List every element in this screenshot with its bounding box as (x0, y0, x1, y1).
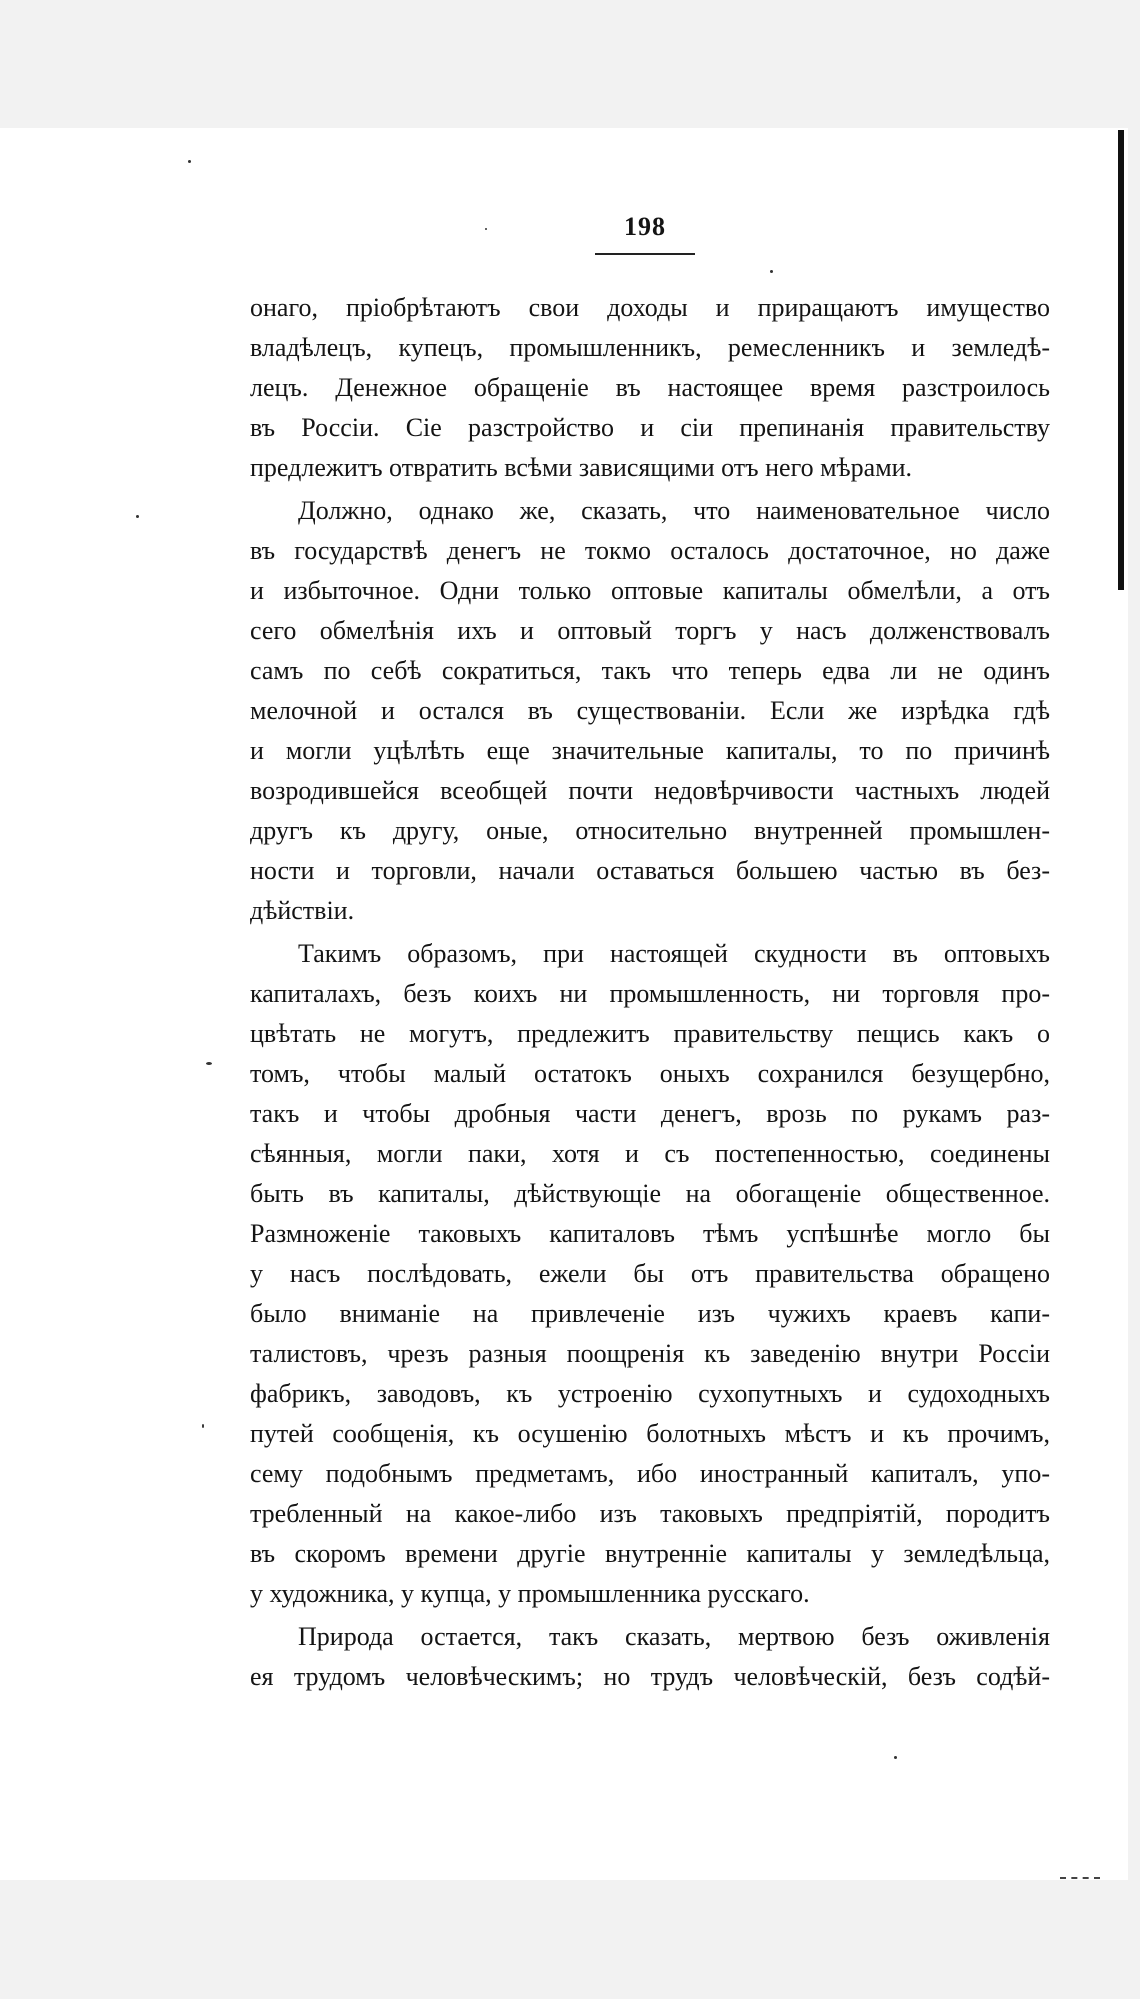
paragraph (250, 1617, 1050, 1697)
scan-speck (202, 1424, 204, 1428)
scan-speck (136, 515, 139, 518)
text-line: талистовъ, чрезъ разныя поощренія къ заведенію внутри Россіи (250, 1339, 1050, 1368)
text-line: другъ къ другу, оные, относительно внутренней промышлен- (250, 816, 1050, 845)
scan-speck (485, 228, 487, 230)
text-line: Должно, однако же, сказать, что наименовательное число (298, 496, 1050, 525)
text-line: онаго, пріобрѣтаютъ свои доходы и приращаютъ имущество (250, 293, 1050, 322)
text-line: возродившейся всеобщей почти недовѣрчивости частныхъ людей (250, 776, 1050, 805)
scan-speck (206, 1062, 212, 1065)
text-line: путей сообщенія, къ осушенію болотныхъ мѣстъ и къ прочимъ, (250, 1419, 1050, 1448)
text-line: у насъ послѣдовать, ежели бы отъ правительства обращено (250, 1259, 1050, 1288)
text-line: Такимъ образомъ, при настоящей скудности въ оптовыхъ (298, 939, 1050, 968)
page-number: 198 (624, 212, 666, 241)
text-line: и избыточное. Одни только оптовые капиталы обмелѣли, а отъ (250, 576, 1050, 605)
text-line: въ скоромъ времени другіе внутренніе капиталы у земледѣльца, (250, 1539, 1050, 1568)
scan-speck (894, 1756, 897, 1759)
text-line: предлежитъ отвратить всѣми зависящими отъ него мѣрами. (250, 453, 913, 482)
scan-footer-marks (1060, 1877, 1100, 1881)
body-text (250, 288, 1050, 1697)
scan-speck (770, 270, 773, 273)
text-line: цвѣтать не могутъ, предлежитъ правительству пещись какъ о (250, 1019, 1050, 1048)
text-line: въ Россіи. Сіе разстройство и сіи препинанія правительству (250, 413, 1050, 442)
text-line: томъ, чтобы малый остатокъ оныхъ сохранился безущербно, (250, 1059, 1050, 1088)
text-line: такъ и чтобы дробныя части денегъ, врозь по рукамъ раз- (250, 1099, 1050, 1128)
text-line: самъ по себѣ сократиться, такъ что теперь едва ли не одинъ (250, 656, 1050, 685)
text-line: въ государствѣ денегъ не токмо осталось достаточное, но даже (250, 536, 1050, 565)
text-line: Природа остается, такъ сказать, мертвою безъ оживленія (298, 1622, 1050, 1651)
text-line: лецъ. Денежное обращеніе въ настоящее время разстроилось (250, 373, 1050, 402)
text-line: фабрикъ, заводовъ, къ устроенію сухопутныхъ и судоходныхъ (250, 1379, 1050, 1408)
text-line: быть въ капиталы, дѣйствующіе на обогащеніе общественное. (250, 1179, 1050, 1208)
scan-speck (188, 160, 191, 163)
text-line: мелочной и остался въ существованіи. Если же изрѣдка гдѣ (250, 696, 1050, 725)
text-line: у художника, у купца, у промышленника русскаго. (250, 1579, 810, 1608)
text-line: сѣянныя, могли паки, хотя и съ постепенностью, соединены (250, 1139, 1050, 1168)
text-line: владѣлецъ, купецъ, промышленникъ, ремесленникъ и земледѣ- (250, 333, 1050, 362)
paragraph (250, 288, 1050, 488)
page-number-rule (595, 253, 695, 255)
text-line: сего обмелѣнія ихъ и оптовый торгъ у насъ долженствовалъ (250, 616, 1050, 645)
paragraph (250, 491, 1050, 931)
text-line: ея трудомъ человѣческимъ; но трудъ человѣческій, безъ содѣй- (250, 1662, 1050, 1691)
text-line: и могли уцѣлѣть еще значительные капиталы, то по причинѣ (250, 736, 1050, 765)
text-line: было вниманіе на привлеченіе изъ чужихъ краевъ капи- (250, 1299, 1050, 1328)
text-line: Размноженіе таковыхъ капиталовъ тѣмъ успѣшнѣе могло бы (250, 1219, 1050, 1248)
paragraph (250, 934, 1050, 1614)
scan-edge-shadow (1118, 130, 1124, 590)
text-line: сему подобнымъ предметамъ, ибо иностранный капиталъ, упо- (250, 1459, 1050, 1488)
text-line: капиталахъ, безъ коихъ ни промышленность, ни торговля про- (250, 979, 1050, 1008)
text-line: ности и торговли, начали оставаться большею частью въ без- (250, 856, 1050, 885)
text-line: дѣйствіи. (250, 896, 355, 925)
text-line: требленный на какое-либо изъ таковыхъ предпріятій, породитъ (250, 1499, 1050, 1528)
